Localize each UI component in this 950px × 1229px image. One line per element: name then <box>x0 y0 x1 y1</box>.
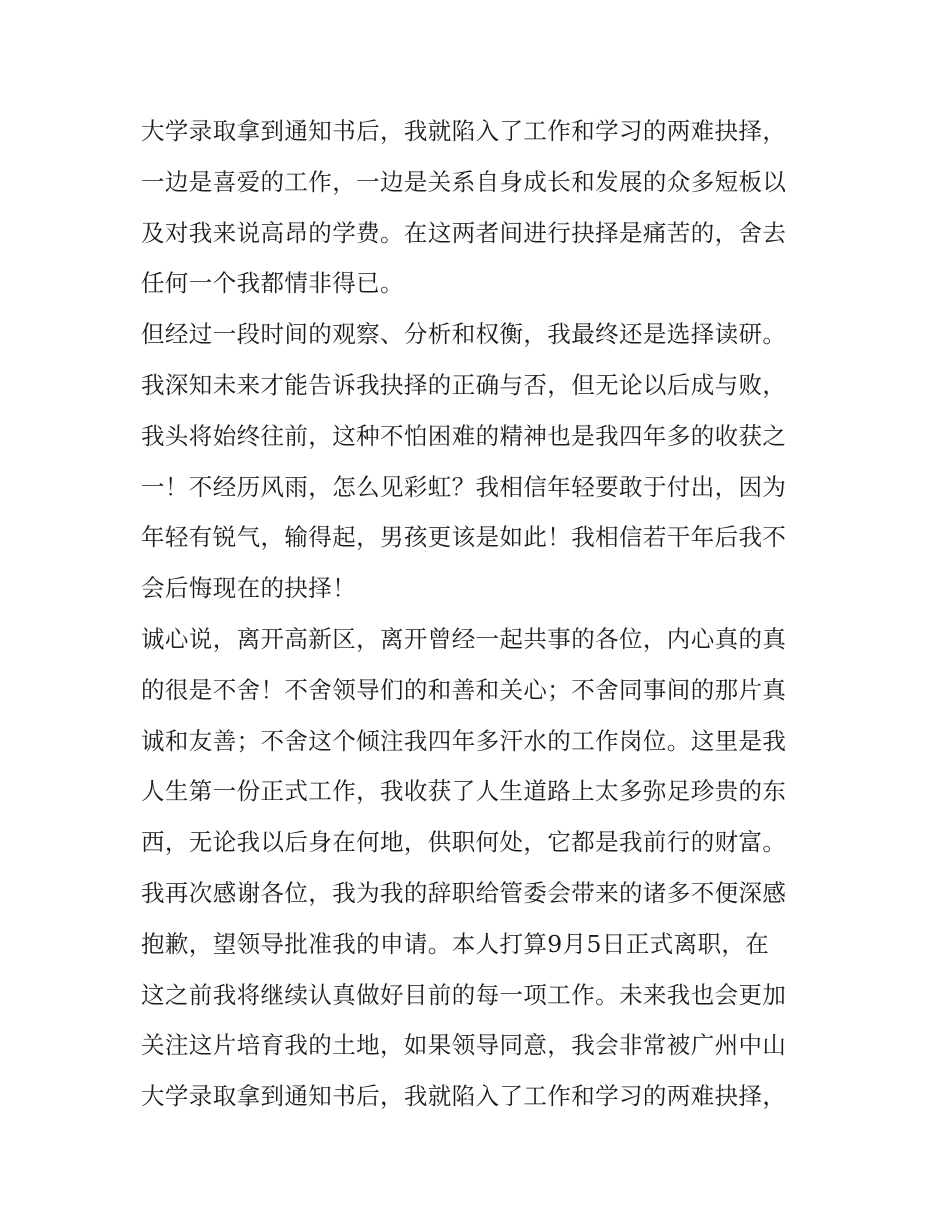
text-line: 这之前我将继续认真做好目前的每一项工作。未来我也会更加 <box>141 980 787 1009</box>
text-line: 会后悔现在的抉择！ <box>141 574 357 603</box>
text-line: 西，无论我以后身在何地，供职何处，它都是我前行的财富。 <box>141 828 787 857</box>
text-line: 大学录取拿到通知书后，我就陷入了工作和学习的两难抉择， <box>141 1082 787 1111</box>
text-line: 任何一个我都情非得已。 <box>141 269 404 298</box>
text-line: 人生第一份正式工作，我收获了人生道路上太多弥足珍贵的东 <box>141 777 787 806</box>
text-line: 关注这片培育我的土地，如果领导同意，我会非常被广州中山 <box>141 1031 787 1060</box>
text-line: 但经过一段时间的观察、分析和权衡，我最终还是选择读研。 <box>141 320 787 349</box>
text-line: 我深知未来才能告诉我抉择的正确与否，但无论以后成与败， <box>141 370 787 399</box>
text-line: 大学录取拿到通知书后，我就陷入了工作和学习的两难抉择， <box>141 117 787 145</box>
document-body <box>141 106 821 1122</box>
text-line: 诚心说，离开高新区，离开曾经一起共事的各位，内心真的真 <box>141 624 787 653</box>
text-line: 一！不经历风雨，怎么见彩虹？我相信年轻要敢于付出，因为 <box>141 472 787 501</box>
text-line: 我头将始终往前，这种不怕困难的精神也是我四年多的收获之 <box>141 421 787 450</box>
text-line: 及对我来说高昂的学费。在这两者间进行抉择是痛苦的，舍去 <box>141 218 787 247</box>
text-line: 一边是喜爱的工作，一边是关系自身成长和发展的众多短板以 <box>141 167 787 196</box>
text-line: 诚和友善；不舍这个倾注我四年多汗水的工作岗位。这里是我 <box>141 726 787 755</box>
text-line: 的很是不舍！不舍领导们的和善和关心；不舍同事间的那片真 <box>141 675 787 704</box>
text-line: 抱歉，望领导批准我的申请。本人打算9月5日正式离职，在 <box>141 929 770 958</box>
text-line: 我再次感谢各位，我为我的辞职给管委会带来的诸多不便深感 <box>141 878 787 907</box>
text-line: 年轻有锐气，输得起，男孩更该是如此！我相信若干年后我不 <box>141 523 787 552</box>
